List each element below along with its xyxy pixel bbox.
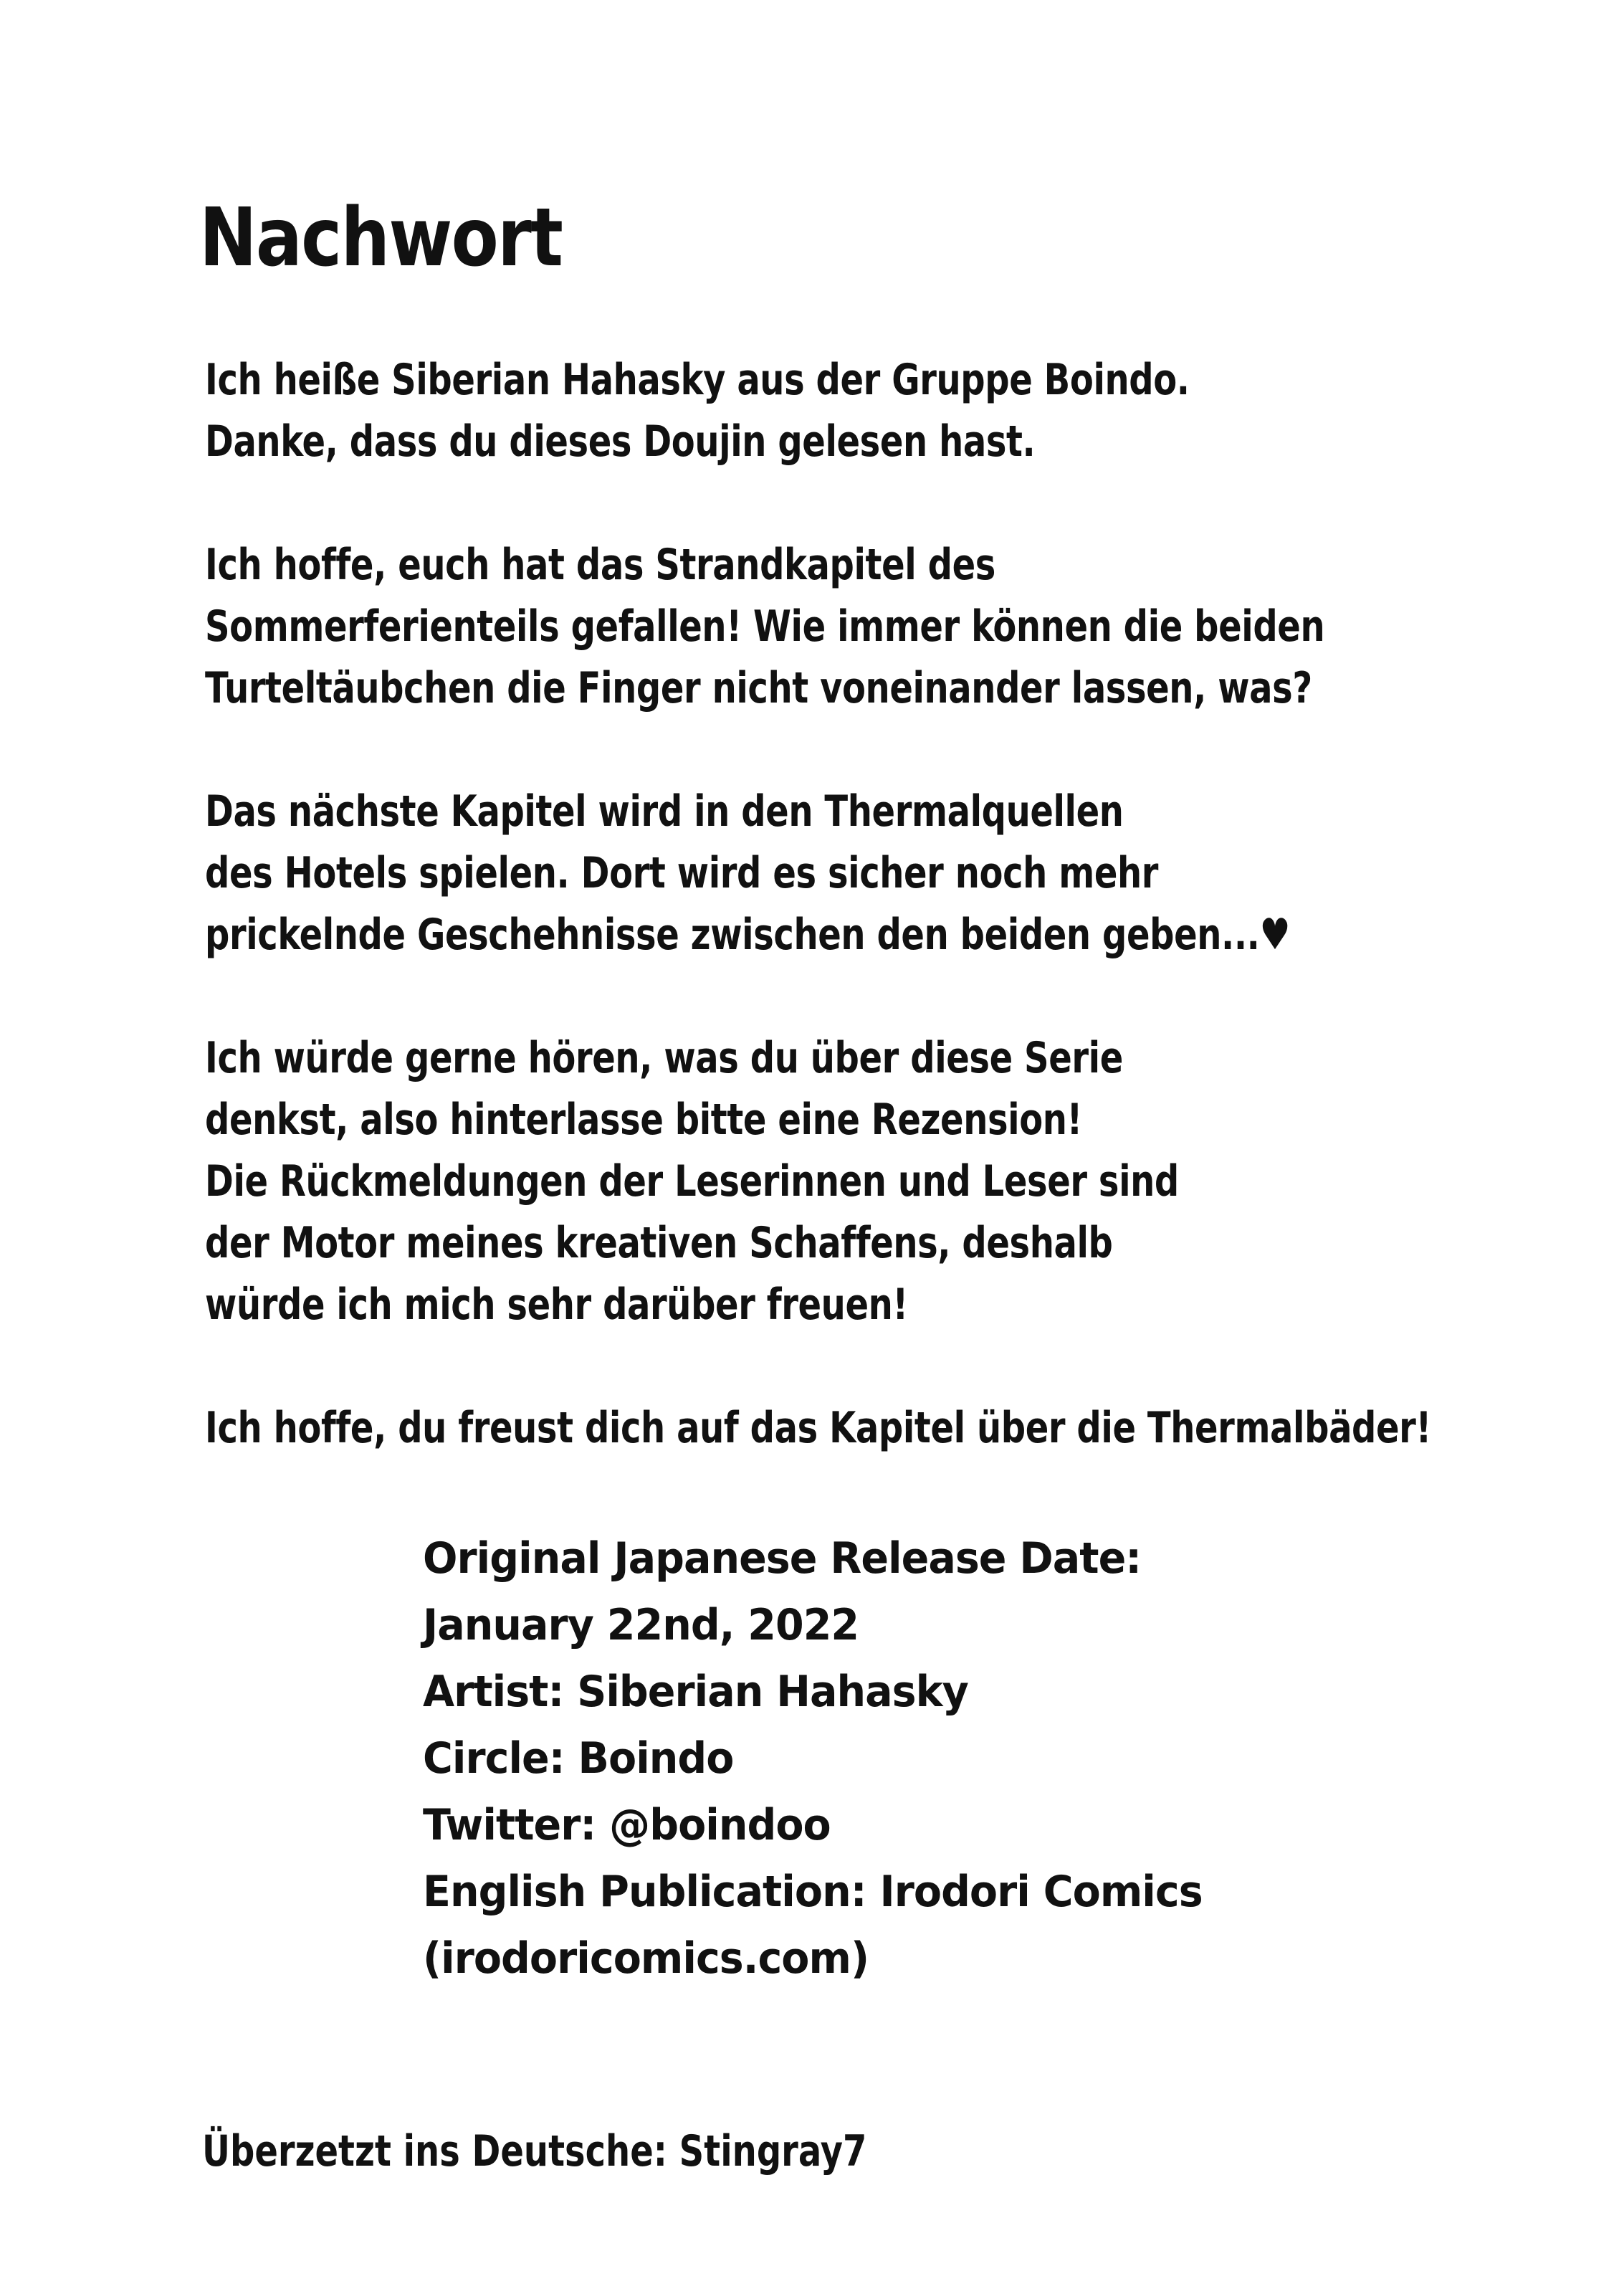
text-line: prickelnde Geschehnisse zwischen den beiden geben...♥	[205, 910, 1291, 960]
text-line: des Hotels spielen. Dort wird es sicher noch mehr	[205, 848, 1159, 898]
text-line: Das nächste Kapitel wird in den Thermalquellen	[205, 786, 1124, 837]
text-line: Turteltäubchen die Finger nicht voneinander lassen, was?	[205, 663, 1312, 713]
paragraph-beach-chapter	[205, 534, 1524, 719]
text-line: Danke, dass du dieses Doujin gelesen hast.	[205, 417, 1036, 467]
credit-twitter: Twitter: @boindoo	[423, 1800, 831, 1850]
text-line: würde ich mich sehr darüber freuen!	[205, 1280, 908, 1330]
credit-release-date: January 22nd, 2022	[423, 1600, 859, 1650]
text-line: der Motor meines kreativen Schaffens, deshalb	[205, 1218, 1113, 1268]
text-line: Die Rückmeldungen der Leserinnen und Leser sind	[205, 1156, 1179, 1207]
afterword-body	[205, 349, 1524, 1520]
translator-credit: Überzetzt ins Deutsche: Stingray7	[202, 2126, 867, 2176]
paragraph-next-chapter	[205, 781, 1524, 966]
text-line: Ich würde gerne hören, was du über diese Serie	[205, 1033, 1123, 1083]
paragraph-closing	[205, 1397, 1524, 1459]
text-line: Sommerferienteils gefallen! Wie immer können die beiden	[205, 601, 1325, 652]
page-title: Nachwort	[199, 191, 563, 285]
credit-english-publication: English Publication: Irodori Comics	[423, 1867, 1203, 1917]
text-line: Ich hoffe, du freust dich auf das Kapitel über die Thermalbäder!	[205, 1403, 1431, 1453]
credit-publisher-website: (irodoricomics.com)	[423, 1933, 869, 1984]
text-line: Ich heiße Siberian Hahasky aus der Gruppe Boindo.	[205, 355, 1190, 405]
credit-release-date-label: Original Japanese Release Date:	[423, 1533, 1142, 1584]
paragraph-introduction	[205, 349, 1524, 472]
text-line: denkst, also hinterlasse bitte eine Rezension!	[205, 1095, 1083, 1145]
paragraph-review-request	[205, 1027, 1524, 1336]
text-line: Ich hoffe, euch hat das Strandkapitel des	[205, 540, 995, 590]
credits-block	[423, 1526, 1203, 1992]
credit-artist: Artist: Siberian Hahasky	[423, 1667, 968, 1717]
credit-circle: Circle: Boindo	[423, 1733, 734, 1784]
